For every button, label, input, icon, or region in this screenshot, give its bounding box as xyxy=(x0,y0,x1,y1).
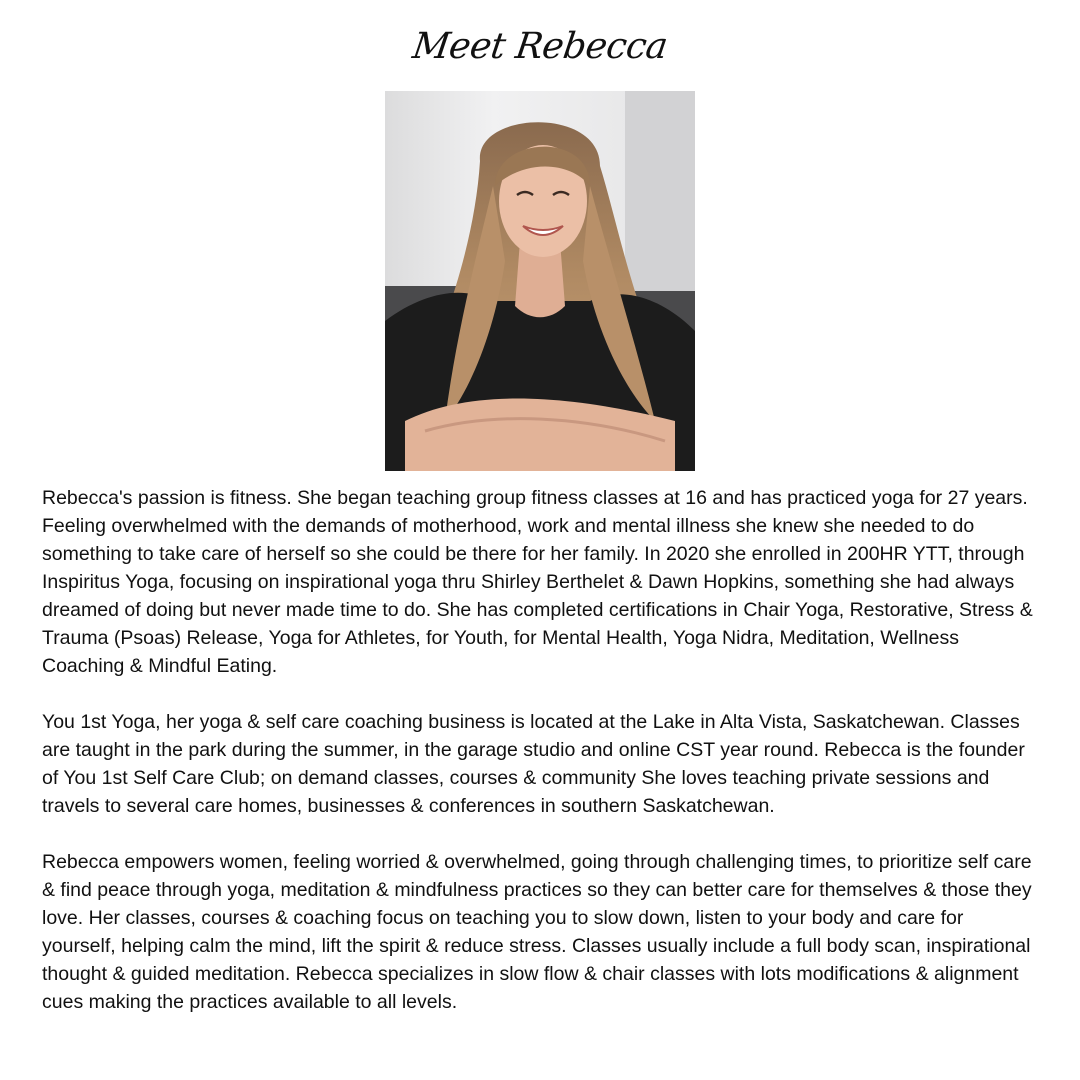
bio-paragraph-1: Rebecca's passion is fitness. She began teaching group fitness classes at 16 and has practiced yoga for 27 years. Feeling overwhelmed with the demands of motherhood, work and mental illness she knew she needed to do something to take care of herself so she could be there for her family. In 2020 she enrolled in 200HR YTT, through Inspiritus Yoga, focusing on inspirational yoga thru Shirley Berthelet & Dawn Hopkins, something she had always dreamed of doing but never made time to do. She has completed certifications in Chair Yoga, Restorative, Stress & Trauma (Psoas) Release, Yoga for Athletes, for Youth, for Mental Health, Yoga Nidra, Meditation, Wellness Coaching & Mindful Eating. xyxy=(42,487,1033,677)
portrait-photo xyxy=(385,91,695,471)
bio-text xyxy=(42,484,1042,1016)
bio-paragraph-2: You 1st Yoga, her yoga & self care coaching business is located at the Lake in Alta Vista, Saskatchewan. Classes are taught in the park during the summer, in the garage studio and online CST year round. Rebecca is the founder of You 1st Self Care Club; on demand classes, courses & community She loves teaching private sessions and travels to several care homes, businesses & conferences in southern Saskatchewan. xyxy=(42,711,1025,817)
portrait-image xyxy=(385,91,695,471)
bio-paragraph-3: Rebecca empowers women, feeling worried & overwhelmed, going through challenging times, to prioritize self care & find peace through yoga, meditation & mindfulness practices so they can better care for themselves & those they love. Her classes, courses & coaching focus on teaching you to slow down, listen to your body and care for yourself, helping calm the mind, lift the spirit & reduce stress. Classes usually include a full body scan, inspirational thought & guided meditation. Rebecca specializes in slow flow & chair classes with lots modifications & alignment cues making the practices available to all levels. xyxy=(42,851,1032,1013)
page-title: Meet Rebecca xyxy=(410,26,670,67)
